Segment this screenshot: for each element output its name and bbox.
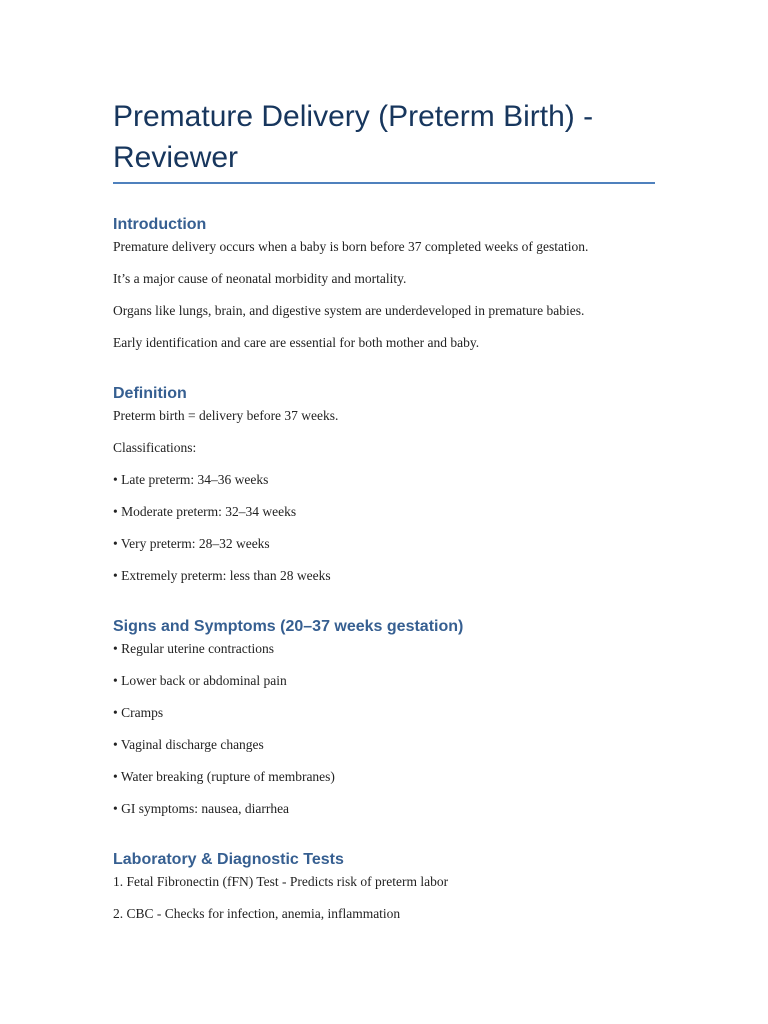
document-title [113, 96, 655, 178]
title-underline-rule [113, 182, 655, 184]
symptom-list-item: • Cramps [113, 705, 164, 720]
symptom-list-item: • Vaginal discharge changes [113, 737, 264, 752]
definition-list-item: • Very preterm: 28–32 weeks [113, 536, 270, 551]
document-page [113, 96, 655, 923]
section-heading-introduction: Introduction [113, 216, 207, 233]
definition-list-item: • Extremely preterm: less than 28 weeks [113, 568, 331, 583]
intro-paragraph: Early identification and care are essential for both mother and baby. [113, 335, 480, 350]
definition-list-item: • Late preterm: 34–36 weeks [113, 472, 269, 487]
intro-paragraph: Premature delivery occurs when a baby is born before 37 completed weeks of gestation. [113, 239, 589, 254]
symptom-list-item: • Water breaking (rupture of membranes) [113, 769, 335, 784]
symptom-list-item: • Regular uterine contractions [113, 641, 275, 656]
lab-test-item: 1. Fetal Fibronectin (fFN) Test - Predicts risk of preterm labor [113, 874, 449, 889]
definition-paragraph: Classifications: [113, 440, 197, 455]
document-title-line2: Reviewer [113, 141, 239, 174]
definition-list-item: • Moderate preterm: 32–34 weeks [113, 504, 297, 519]
section-heading-definition: Definition [113, 385, 187, 402]
intro-paragraph: It’s a major cause of neonatal morbidity and mortality. [113, 271, 407, 286]
intro-paragraph: Organs like lungs, brain, and digestive system are underdeveloped in premature babies. [113, 303, 585, 318]
symptom-list-item: • Lower back or abdominal pain [113, 673, 287, 688]
symptom-list-item: • GI symptoms: nausea, diarrhea [113, 801, 290, 816]
document-title-line1: Premature Delivery (Preterm Birth) - [113, 100, 594, 133]
section-heading-lab-tests: Laboratory & Diagnostic Tests [113, 851, 344, 868]
definition-paragraph: Preterm birth = delivery before 37 weeks. [113, 408, 339, 423]
lab-test-item: 2. CBC - Checks for infection, anemia, inflammation [113, 906, 401, 921]
section-heading-signs-symptoms: Signs and Symptoms (20–37 weeks gestation) [113, 618, 464, 635]
